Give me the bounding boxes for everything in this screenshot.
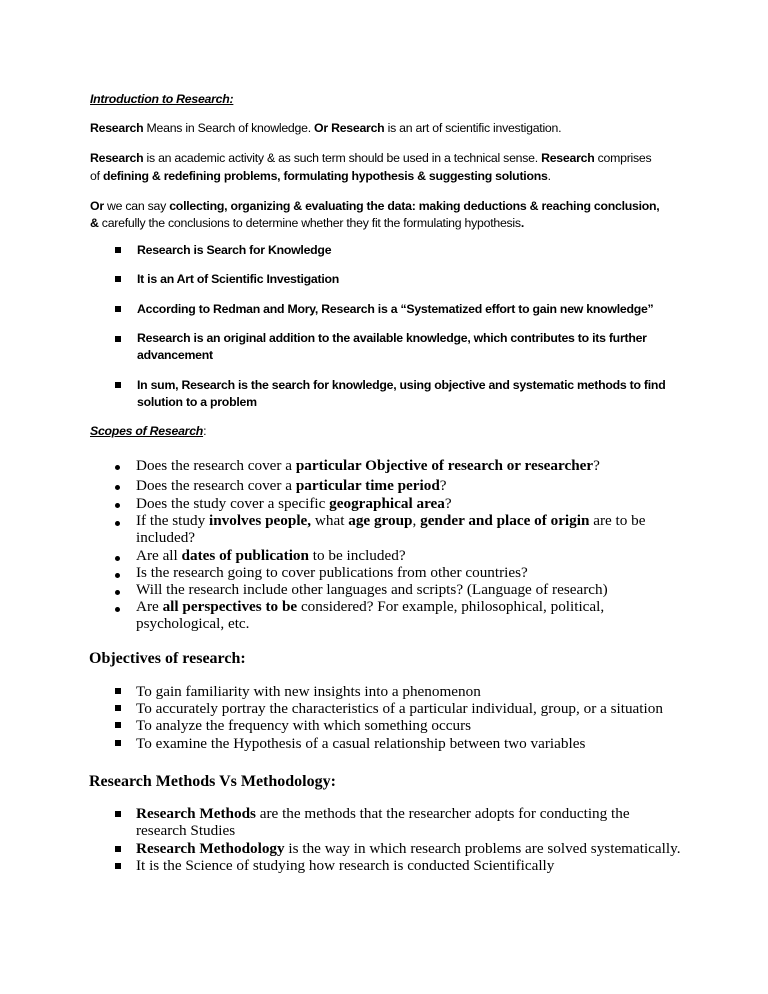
- intro-paragraph-1: [90, 121, 561, 135]
- bold-term: Or Research: [314, 121, 385, 135]
- objectives-heading: Objectives of research:: [89, 650, 246, 667]
- list-item-continuation: research Studies: [136, 822, 236, 839]
- list-item: [136, 598, 604, 616]
- bold-term: &: [90, 216, 99, 230]
- round-bullet-icon: [115, 521, 120, 526]
- scopes-heading-text: Scopes of Research: [90, 424, 204, 438]
- bold-phrase: collecting, organizing & evaluating the data: making deductions & reaching conclusion,: [169, 199, 660, 213]
- bold-term: Research Methodology: [136, 840, 285, 857]
- list-item: [136, 547, 406, 565]
- list-item: [136, 857, 554, 875]
- bold-term: Research: [541, 151, 595, 165]
- bold-phrase: geographical area: [329, 495, 445, 512]
- square-bullet-icon: [115, 811, 121, 817]
- text: of: [90, 169, 103, 183]
- text: Is the research going to cover publications from other countries?: [136, 564, 528, 581]
- text: what: [311, 512, 349, 529]
- list-item: According to Redman and Mory, Research is a “Systematized effort to gain new knowledge”: [137, 302, 654, 316]
- list-item-continuation: included?: [136, 529, 196, 546]
- bold-phrase: involves people,: [208, 512, 312, 529]
- square-bullet-icon: [115, 336, 121, 342]
- list-item: [136, 805, 630, 823]
- bold-phrase: gender and place of origin: [420, 512, 590, 529]
- colon: :: [203, 424, 207, 438]
- list-item: To examine the Hypothesis of a casual relationship between two variables: [136, 735, 586, 752]
- round-bullet-icon: [115, 607, 120, 612]
- list-item: To analyze the frequency with which something occurs: [136, 717, 472, 734]
- text: Will the research include other languages and scripts? (Language of research): [136, 581, 608, 598]
- intro-heading-text: Introduction to Research:: [90, 92, 234, 106]
- round-bullet-icon: [115, 556, 120, 561]
- text: Are all: [136, 547, 182, 564]
- intro-paragraph-3-line-1: [90, 199, 659, 213]
- bold-term: .: [520, 216, 524, 230]
- round-bullet-icon: [115, 485, 120, 490]
- square-bullet-icon: [115, 722, 121, 728]
- text: If the study: [136, 512, 209, 529]
- text: It is the Science of studying how research is conducted Scientifically: [136, 857, 555, 874]
- list-item: To accurately portray the characteristics of a particular individual, group, or a situation: [136, 700, 663, 717]
- text: is an art of scientific investigation.: [384, 121, 562, 135]
- bold-phrase: age group: [348, 512, 413, 529]
- list-item: Research is Search for Knowledge: [137, 243, 332, 257]
- text: are to be: [589, 512, 646, 529]
- square-bullet-icon: [115, 846, 121, 852]
- text: Does the study cover a specific: [136, 495, 330, 512]
- list-item: To gain familiarity with new insights into a phenomenon: [136, 683, 481, 700]
- list-item: [136, 457, 600, 475]
- text: carefully the conclusions to determine whether they fit the formulating hypothesis: [98, 216, 521, 230]
- list-item: [136, 581, 608, 599]
- intro-paragraph-2-line-2: [90, 169, 551, 183]
- list-item-continuation: solution to a problem: [137, 395, 257, 409]
- text: we can say: [103, 199, 170, 213]
- list-item: [136, 477, 447, 495]
- list-item: In sum, Research is the search for knowledge, using objective and systematic methods to find: [137, 378, 666, 392]
- text: ,: [412, 512, 421, 529]
- square-bullet-icon: [115, 247, 121, 253]
- intro-paragraph-3-line-2: [90, 216, 524, 230]
- text: ?: [439, 477, 447, 494]
- text: considered? For example, philosophical, political,: [297, 598, 605, 615]
- text: ?: [444, 495, 452, 512]
- bold-term: Research: [90, 121, 144, 135]
- bold-phrase: dates of publication: [181, 547, 309, 564]
- text: Does the research cover a: [136, 477, 296, 494]
- list-item: [136, 495, 452, 513]
- square-bullet-icon: [115, 382, 121, 388]
- text: Does the research cover a: [136, 457, 296, 474]
- text: .: [547, 169, 551, 183]
- text: Are: [136, 598, 163, 615]
- intro-paragraph-2-line-1: [90, 151, 651, 165]
- list-item: Research is an original addition to the available knowledge, which contributes to its further: [137, 331, 647, 345]
- text: are the methods that the researcher adopts for conducting the: [255, 805, 630, 822]
- list-item: [136, 564, 528, 582]
- square-bullet-icon: [115, 306, 121, 312]
- text: to be included?: [308, 547, 406, 564]
- list-item: [136, 512, 646, 530]
- list-item-continuation: advancement: [137, 348, 213, 362]
- list-item: [136, 840, 681, 858]
- scopes-heading: [90, 424, 206, 438]
- text: is an academic activity & as such term should be used in a technical sense.: [143, 151, 542, 165]
- round-bullet-icon: [115, 465, 120, 470]
- square-bullet-icon: [115, 276, 121, 282]
- square-bullet-icon: [115, 688, 121, 694]
- square-bullet-icon: [115, 705, 121, 711]
- square-bullet-icon: [115, 863, 121, 869]
- bold-term: Research Methods: [136, 805, 256, 822]
- round-bullet-icon: [115, 573, 120, 578]
- bold-phrase: defining & redefining problems, formulating hypothesis & suggesting solutions: [102, 169, 548, 183]
- list-item-continuation: psychological, etc.: [136, 615, 250, 632]
- text: Means in Search of knowledge.: [143, 121, 315, 135]
- bold-phrase: all perspectives to be: [162, 598, 298, 615]
- bold-phrase: particular time period: [295, 477, 440, 494]
- text: is the way in which research problems are solved systematically.: [284, 840, 681, 857]
- bold-term: Or: [90, 199, 104, 213]
- bold-term: Research: [90, 151, 144, 165]
- text: comprises: [594, 151, 652, 165]
- text: ?: [593, 457, 600, 474]
- intro-heading: [90, 92, 233, 106]
- bold-phrase: particular Objective of research or researcher: [295, 457, 594, 474]
- methods-heading: Research Methods Vs Methodology:: [89, 773, 336, 790]
- round-bullet-icon: [115, 503, 120, 508]
- list-item: It is an Art of Scientific Investigation: [137, 272, 340, 286]
- round-bullet-icon: [115, 590, 120, 595]
- square-bullet-icon: [115, 740, 121, 746]
